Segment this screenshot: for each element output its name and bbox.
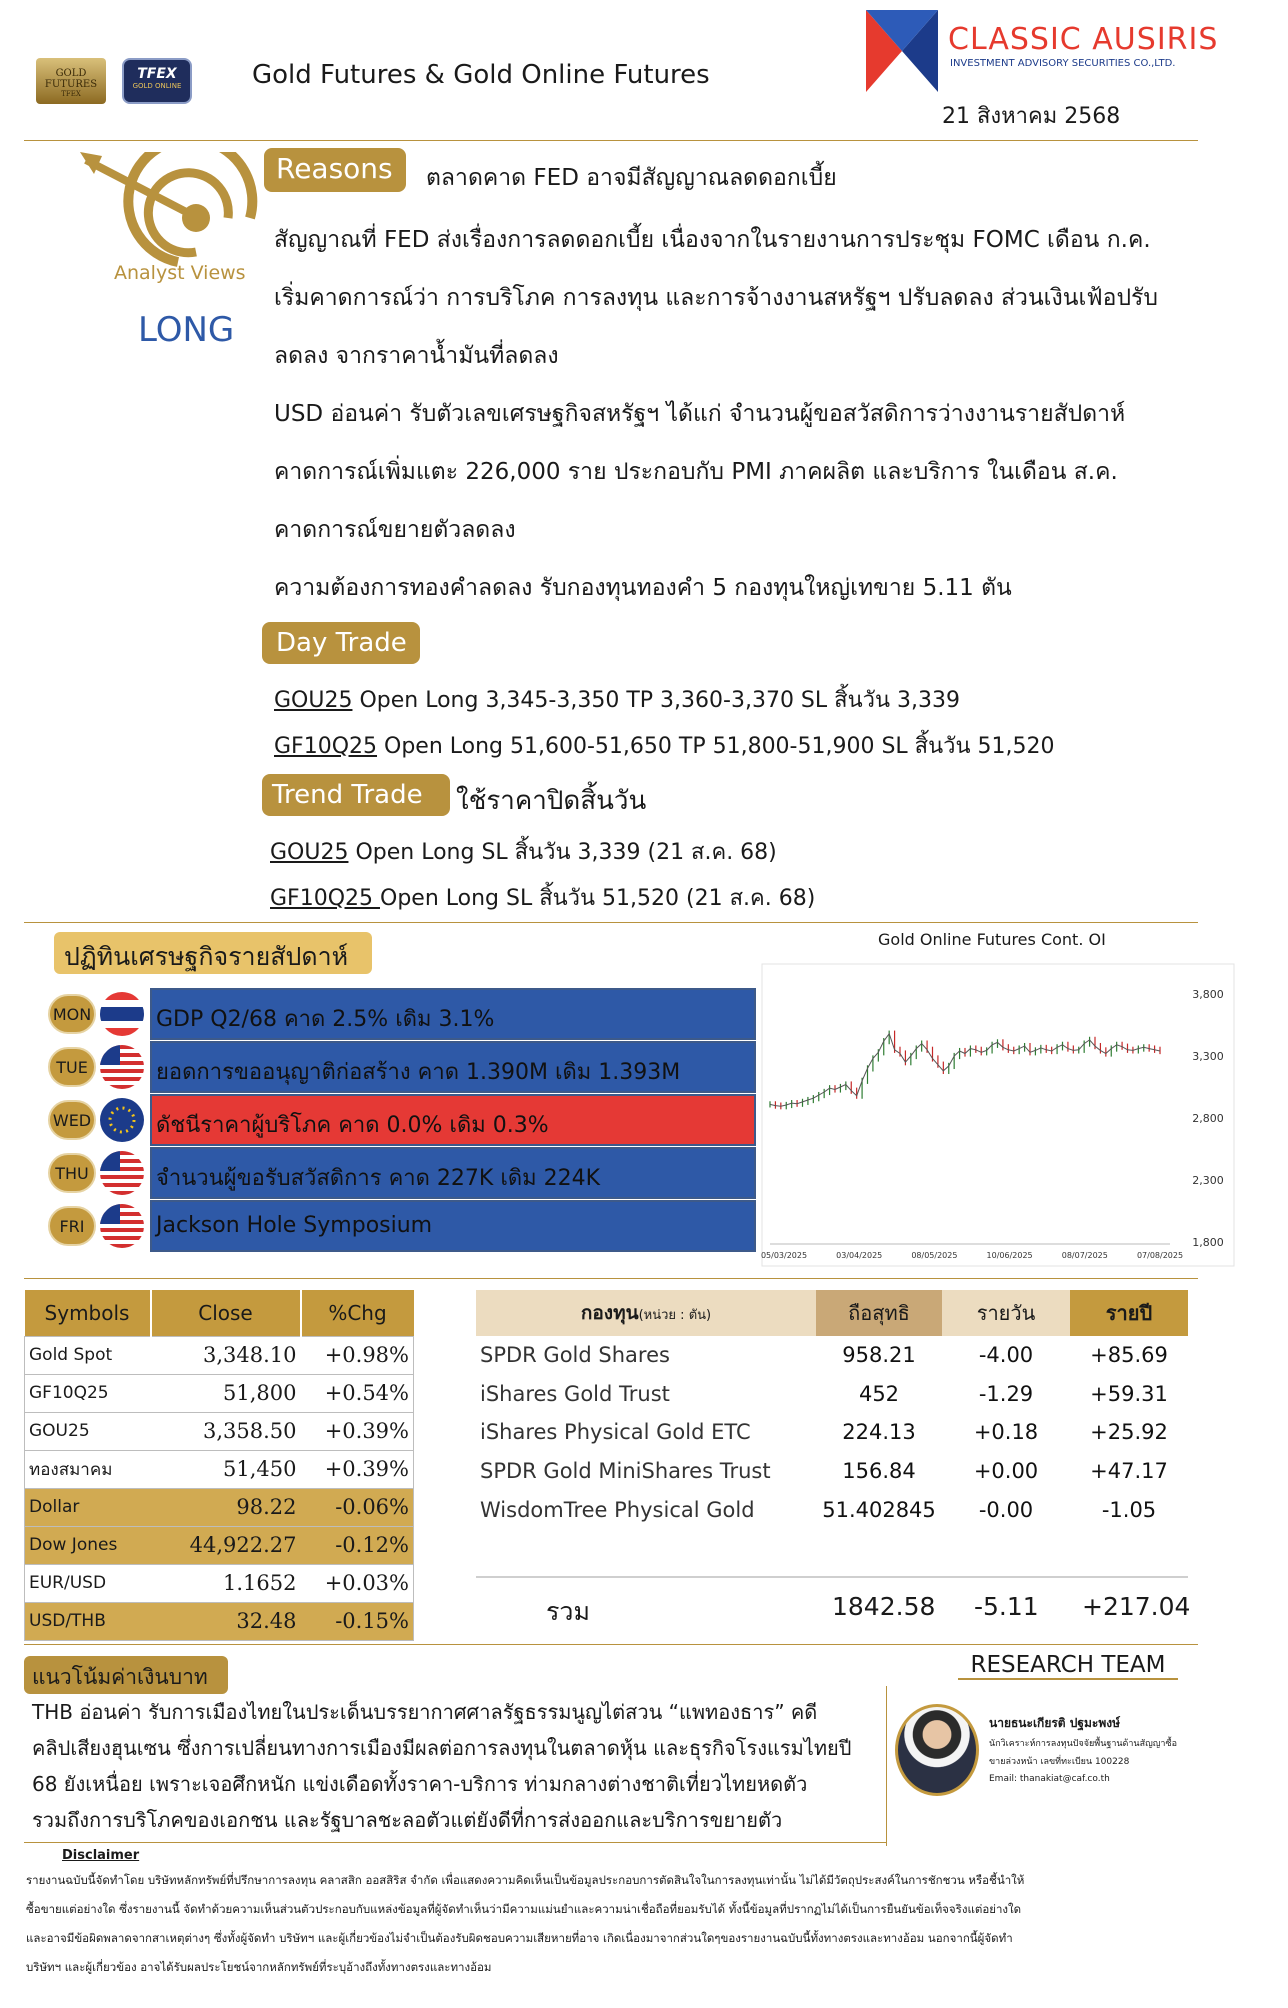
total-label: รวม [546,1597,590,1626]
disclaimer-line: รายงานฉบับนี้จัดทำโดย บริษัทหลักทรัพย์ที่ปรึกษาการลงทุน คลาสสิก ออสสิริส จำกัด เพื่อแสดงความคิดเห็นเป็นข้อมูลประกอบการตัดสินใจในการลงทุนเท่านั้น ไม่ได้มีวัตถุประสงค์ในการชักชวน หรือชี้นำให้ [26,1873,1025,1887]
market-close: 3,358.50 [202,1419,297,1443]
market-row [25,1374,414,1412]
fund-name: SPDR Gold MiniShares Trust [480,1459,771,1484]
y-tick-label: 2,800 [1192,1112,1224,1125]
fund-col-header: รายปี [1070,1290,1188,1336]
avatar [895,1704,979,1796]
markets-table [24,1290,414,1641]
market-symbol: GF10Q25 [25,1374,151,1412]
analyst-email: Email: thanakiat@caf.co.th [989,1774,1110,1784]
analyst-line: ขายล่วงหน้า เลขที่ทะเบียน 100228 [989,1757,1130,1767]
market-row [25,1412,414,1450]
analyst-name: นายธนะเกียรติ ปฐมะพงษ์ [989,1716,1121,1730]
x-tick-label: 08/07/2025 [1061,1251,1108,1260]
y-tick-label: 2,300 [1192,1174,1224,1187]
section-divider [24,1278,1198,1279]
target-arrow-icon [78,152,258,270]
calendar-row-fri [38,1200,756,1252]
research-team-title: RESEARCH TEAM [958,1652,1178,1680]
x-tick-label: 05/03/2025 [760,1251,808,1260]
market-close: 51,450 [223,1457,297,1481]
market-change: +0.98% [301,1336,414,1374]
fund-daily: -4.00 [978,1343,1034,1368]
market-symbol: ทองสมาคม [25,1450,151,1488]
baht-text [32,1696,851,1840]
fund-net: 224.13 [842,1420,916,1445]
fund-ytd: +47.17 [1090,1459,1168,1484]
brand-subtitle: INVESTMENT ADVISORY SECURITIES CO.,LTD. [950,58,1176,69]
market-change: +0.03% [301,1564,414,1602]
trend-trade-tag: Trend Trade [262,774,450,816]
fund-daily: -0.00 [978,1497,1034,1522]
chart-title: Gold Online Futures Cont. OI [878,930,1106,949]
trend-trade-row: GF10Q25 Open Long SL สิ้นวัน 51,520 (21 ส.ค. 68) [270,886,816,911]
calendar-row-tue [38,1041,756,1093]
baht-tag: แนวโน้มค่าเงินบาท [24,1656,228,1694]
fund-daily: -1.29 [978,1381,1034,1406]
disclaimer-text [26,1872,1024,1988]
section-divider [24,1644,1198,1645]
fund-name: SPDR Gold Shares [480,1343,670,1368]
fund-ytd: -1.05 [1101,1497,1157,1522]
market-change: +0.39% [301,1412,414,1450]
tfex-logo: TFEX GOLD ONLINE [122,58,192,104]
total-ytd: +217.04 [1082,1592,1191,1621]
calendar-event: Jackson Hole Symposium [150,1200,756,1252]
market-row [25,1488,414,1526]
market-symbol: Dow Jones [25,1526,151,1564]
col-header: Symbols [25,1290,151,1336]
fund-row [476,1413,1188,1452]
fund-name: iShares Gold Trust [480,1381,670,1406]
baht-line: 68 ยังเหนื่อย เพราะเจอศึกหนัก แข่งเดือดทั้งราคา-บริการ ท่ามกลางต่างชาติเที่ยวไทยหดตัว [32,1772,808,1796]
market-symbol: USD/THB [25,1602,151,1640]
day-trade-symbol: GOU25 [274,688,353,713]
col-header: Close [151,1290,301,1336]
x-tick-label: 08/05/2025 [911,1251,958,1260]
analyst-stance: LONG [138,310,235,350]
reasons-tag: Reasons [264,148,406,192]
market-symbol: GOU25 [25,1412,151,1450]
fund-net: 51.402845 [822,1497,936,1522]
price-series-line [770,1034,1160,1107]
day-label: THU [48,1153,96,1193]
market-change: -0.06% [301,1488,414,1526]
day-label: MON [48,994,96,1034]
oi-chart [760,930,1240,1270]
y-tick-label: 3,300 [1192,1050,1224,1063]
reason-line: สัญญาณที่ FED ส่งเรื่องการลดดอกเบี้ย เนื่องจากในรายงานการประชุม FOMC เดือน ก.ค. [274,227,1151,253]
trend-trade-row: GOU25 Open Long SL สิ้นวัน 3,339 (21 ส.ค. 68) [270,840,777,865]
market-symbol: Gold Spot [25,1336,151,1374]
research-card [886,1686,1188,1846]
chart-plot [760,930,1240,1270]
fund-row [476,1490,1188,1529]
market-close: 44,922.27 [189,1533,297,1557]
day-label: FRI [48,1206,96,1246]
calendar-row-thu [38,1147,756,1199]
reason-line: คาดการณ์เพิ่มแตะ 226,000 ราย ประกอบกับ PMI ภาคผลิต และบริการ ในเดือน ส.ค. [274,459,1118,485]
analyst-line: นักวิเคราะห์การลงทุนปัจจัยพื้นฐานด้านสัญญาซื้อ [989,1739,1177,1749]
calendar-row-mon [38,988,756,1040]
market-change: +0.39% [301,1450,414,1488]
total-daily: -5.11 [974,1592,1039,1621]
brand-name: CLASSIC AUSIRIS [948,22,1219,57]
thailand-flag-icon [100,992,144,1036]
day-trade-row: GF10Q25 Open Long 51,600-51,650 TP 51,800-51,900 SL สิ้นวัน 51,520 [274,734,1055,759]
market-close: 98.22 [236,1495,297,1519]
calendar-event: GDP Q2/68 คาด 2.5% เดิม 3.1% [150,988,756,1040]
header-divider [24,140,1198,141]
baht-line: รวมถึงการบริโภคของเอกชน และรัฐบาลชะลอตัวแต่ยังดีที่การส่งออกและบริการขยายตัว [32,1808,783,1832]
fund-net: 958.21 [842,1343,916,1368]
x-tick-label: 07/08/2025 [1136,1251,1184,1260]
gold-futures-logo: GOLD FUTURES TFEX [36,58,106,104]
day-trade-symbol: GF10Q25 [274,734,378,759]
x-tick-label: 03/04/2025 [836,1251,883,1260]
reason-line: เริ่มคาดการณ์ว่า การบริโภค การลงทุน และการจ้างงานสหรัฐฯ ปรับลดลง ส่วนเงินเฟ้อปรับ [274,285,1159,311]
reasons-text [274,222,1158,628]
fund-ytd: +25.92 [1090,1420,1168,1445]
market-row [25,1336,414,1374]
market-row [25,1526,414,1564]
reasons-headline: ตลาดคาด FED อาจมีสัญญาณลดดอกเบี้ย [426,165,837,191]
trend-trade-symbol: GOU25 [270,840,349,865]
reason-line: คาดการณ์ขยายตัวลดลง [274,517,516,543]
fund-daily: +0.00 [973,1459,1039,1484]
fund-name: WisdomTree Physical Gold [480,1497,755,1522]
calendar-event: ยอดการขออนุญาติก่อสร้าง คาด 1.390M เดิม 1.393M [150,1041,756,1093]
usa-flag-icon [100,1045,144,1089]
market-close: 32.48 [236,1609,297,1633]
disclaimer-title: Disclaimer [62,1848,140,1863]
disclaimer-line: และอาจมีข้อผิดพลาดจากสาเหตุต่างๆ ซึ่งทั้งผู้จัดทำ บริษัทฯ และผู้เกี่ยวข้องไม่จำเป็นต้องรับผิดชอบความเสียหายที่อาจ เกิดเนื่องมาจากส่วนใดๆของรายงานฉบับนี้ทั้งทางตรงและทางอ้อม นอกจากนี้ผู้จัดทำ [26,1931,1013,1945]
reason-line: ความต้องการทองคำลดลง รับกองทุนทองคำ 5 กองทุนใหญ่เทขาย 5.11 ตัน [274,575,1012,601]
analyst-views-label: Analyst Views [114,262,246,284]
page-title: Gold Futures & Gold Online Futures [252,60,710,90]
calendar-event: ดัชนีราคาผู้บริโภค คาด 0.0% เดิม 0.3% [150,1094,756,1146]
section-divider [24,922,1198,923]
fund-col-header: รายวัน [942,1290,1070,1336]
market-close: 51,800 [223,1381,297,1405]
market-close: 1.1652 [223,1571,297,1595]
baht-line: THB อ่อนค่า รับการเมืองไทยในประเด็นบรรยากาศศาลรัฐธรรมนูญไต่สวน “แพทองธาร” คดี [32,1700,818,1724]
fund-name: iShares Physical Gold ETC [480,1420,751,1445]
market-close: 3,348.10 [202,1343,297,1367]
market-symbol: EUR/USD [25,1564,151,1602]
funds-table [476,1290,1188,1529]
calendar-event: จำนวนผู้ขอรับสวัสดิการ คาด 227K เดิม 224K [150,1147,756,1199]
fund-net: 452 [858,1381,900,1406]
x-tick-label: 10/06/2025 [986,1251,1033,1260]
fund-col-header: ถือสุทธิ [816,1290,942,1336]
day-trade-row: GOU25 Open Long 3,345-3,350 TP 3,360-3,370 SL สิ้นวัน 3,339 [274,688,960,713]
market-symbol: Dollar [25,1488,151,1526]
market-change: -0.12% [301,1526,414,1564]
reason-line: USD อ่อนค่า รับตัวเลขเศรษฐกิจสหรัฐฯ ได้แก่ จำนวนผู้ขอสวัสดิการว่างงานรายสัปดาห์ [274,401,1126,427]
fund-daily: +0.18 [973,1420,1039,1445]
y-tick-label: 3,800 [1192,988,1224,1001]
chart-frame [762,964,1234,1266]
fund-ytd: +59.31 [1090,1381,1168,1406]
calendar-row-wed [38,1094,756,1146]
usa-flag-icon [100,1204,144,1248]
col-header: %Chg [328,1300,387,1325]
disclaimer-line: ซื้อขายแต่อย่างใด ซึ่งรายงานนี้ จัดทำด้วยความเห็นส่วนตัวประกอบกับแหล่งข้อมูลที่ผู้จัดทำเห็นว่ามีความแม่นยำและความน่าเชื่อถือที่ยอมรับได้ ทั้งนี้ข้อมูลที่ปรากฏไม่ได้เป็นการยืนยันข้อเท็จจริงแต่อย่างใด [26,1902,1022,1916]
market-row [25,1450,414,1488]
market-row [25,1602,414,1640]
reason-line: ลดลง จากราคาน้ำมันที่ลดลง [274,343,559,369]
usa-flag-icon [100,1151,144,1195]
disclaimer-line: บริษัทฯ และผู้เกี่ยวข้อง อาจได้รับผลประโยชน์จากหลักทรัพย์ที่ระบุอ้างถึงทั้งทางตรงและทางอ้อม [26,1960,492,1974]
eu-flag-icon [100,1098,144,1142]
calendar-title: ปฏิทินเศรษฐกิจรายสัปดาห์ [54,932,372,974]
classic-ausiris-logo-icon [866,10,938,92]
day-trade-tag: Day Trade [262,622,420,664]
report-date: 21 สิงหาคม 2568 [942,104,1121,129]
trend-trade-note: ใช้ราคาปิดสิ้นวัน [456,786,647,816]
market-row [25,1564,414,1602]
fund-row [476,1336,1188,1375]
baht-underline [24,1842,886,1843]
day-label: WED [48,1100,96,1140]
market-change: +0.54% [301,1374,414,1412]
fund-row [476,1375,1188,1414]
trend-trade-symbol: GF10Q25 [270,886,380,911]
y-tick-label: 1,800 [1192,1236,1224,1249]
fund-col-header: กองทุน(หน่วย : ตัน) [476,1290,816,1336]
day-label: TUE [48,1047,96,1087]
market-change: -0.15% [301,1602,414,1640]
total-net: 1842.58 [832,1592,936,1621]
baht-line: คลิปเสียงฮุนเซน ซึ่งการเปลี่ยนทางการเมืองมีผลต่อการลงทุนในตลาดหุ้น และธุรกิจโรงแรมไทยปี [32,1736,852,1760]
funds-total-row [476,1578,1191,1634]
fund-row [476,1452,1188,1491]
fund-net: 156.84 [842,1459,916,1484]
fund-ytd: +85.69 [1090,1343,1168,1368]
